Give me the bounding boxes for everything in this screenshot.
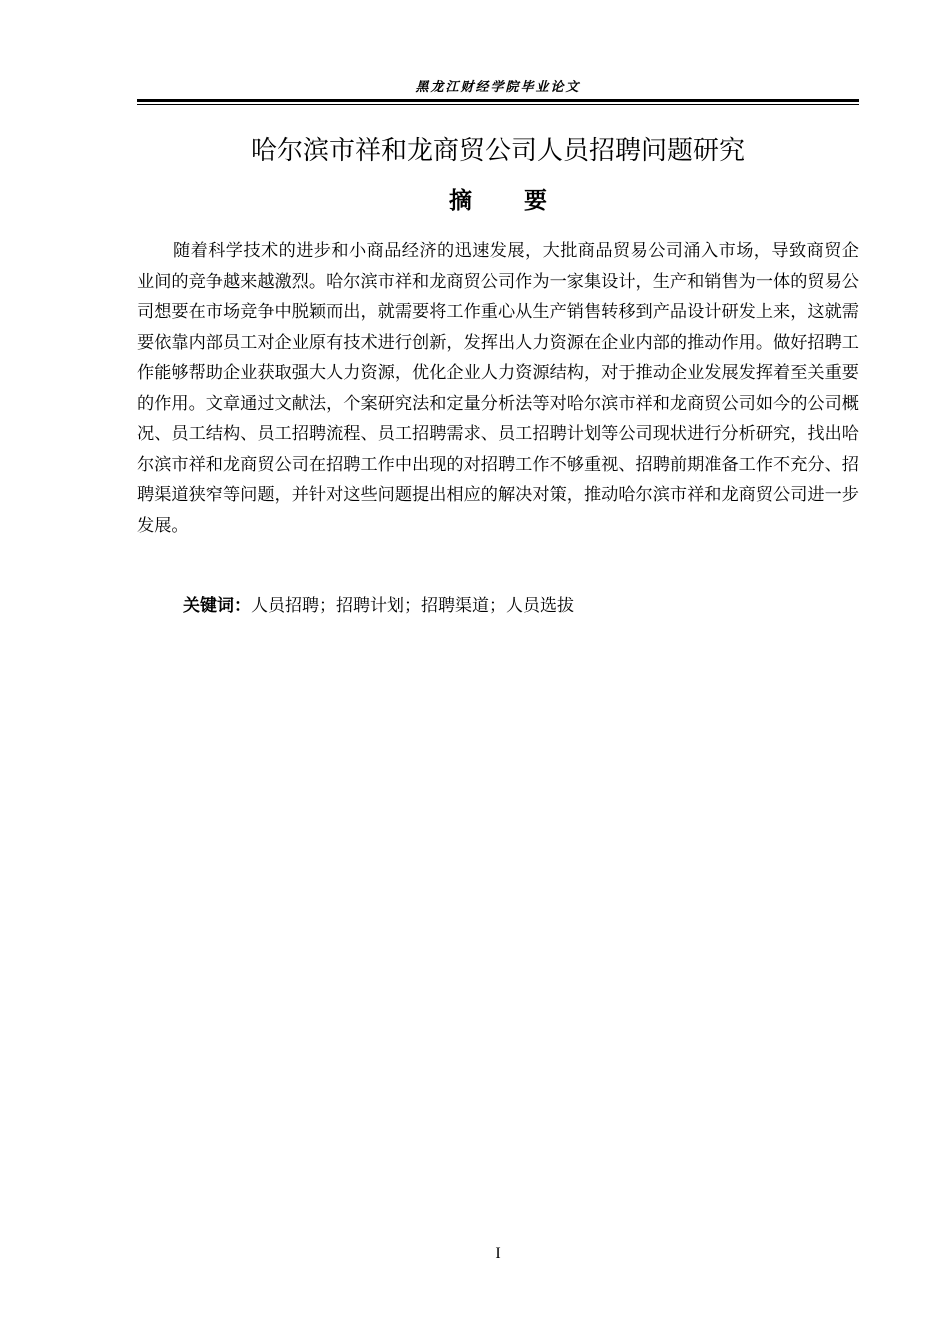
- running-header: 黑龙江财经学院毕业论文: [415, 80, 581, 95]
- page-number: I: [495, 1245, 501, 1262]
- keywords-line: [183, 592, 859, 620]
- header-rule-thick: [137, 99, 859, 102]
- abstract-heading-char-1: 摘: [449, 188, 472, 214]
- header-rule-thin: [137, 104, 859, 105]
- thesis-title: 哈尔滨市祥和龙商贸公司人员招聘问题研究: [250, 136, 745, 166]
- keywords-value: 人员招聘；招聘计划；招聘渠道；人员选拔: [251, 596, 574, 616]
- abstract-heading: [137, 185, 859, 217]
- abstract-body: 随着科学技术的进步和小商品经济的迅速发展，大批商品贸易公司涌入市场，导致商贸企业间的竞争越来越激烈。哈尔滨市祥和龙商贸公司作为一家集设计，生产和销售为一体的贸易公司想要在市场竞争中脱颖而出，就需要将工作重心从生产销售转移到产品设计研发上来，这就需要依靠内部员工对企业原有技术进行创新，发挥出人力资源在企业内部的推动作用。做好招聘工作能够帮助企业获取强大人力资源，优化企业人力资源结构，对于推动企业发展发挥着至关重要的作用。文章通过文献法，个案研究法和定量分析法等对哈尔滨市祥和龙商贸公司如今的公司概况、员工结构、员工招聘流程、员工招聘需求、员工招聘计划等公司现状进行分析研究，找出哈尔滨市祥和龙商贸公司在招聘工作中出现的对招聘工作不够重视、招聘前期准备工作不充分、招聘渠道狭窄等问题，并针对这些问题提出相应的解决对策，推动哈尔滨市祥和龙商贸公司进一步发展。: [137, 241, 859, 536]
- abstract-heading-char-2: 要: [524, 188, 547, 214]
- keywords-label: 关键词：: [183, 596, 251, 616]
